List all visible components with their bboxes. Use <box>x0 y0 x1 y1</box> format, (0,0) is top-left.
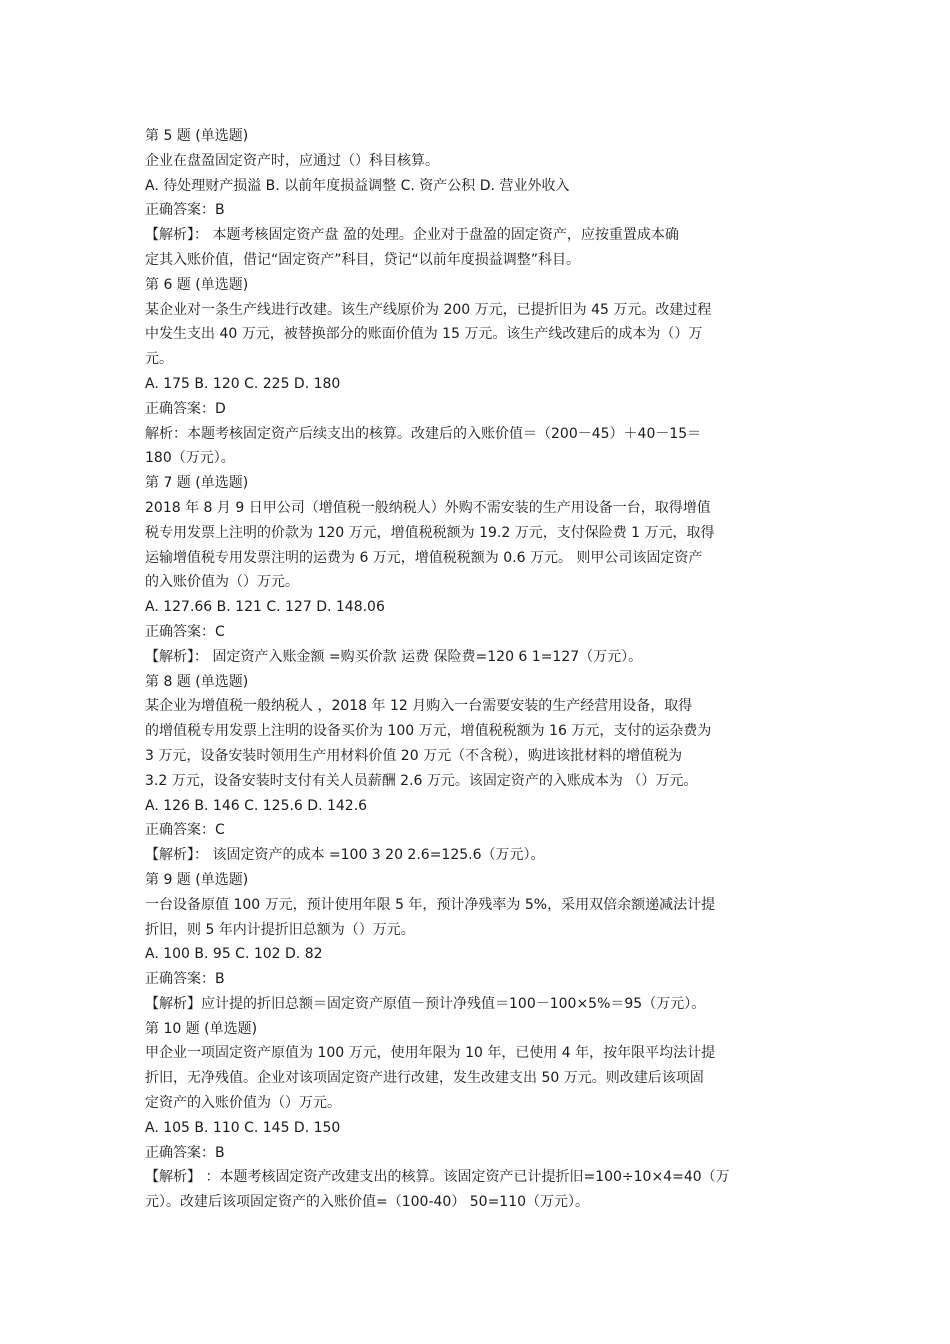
question-header: 第 5 题 (单选题) <box>145 128 249 144</box>
analysis-line: 【解析】 ：本题考核固定资产改建支出的核算。该固定资产已计提折旧=100÷10×4=40（万 <box>145 1169 730 1186</box>
question-stem-line: 定资产的入账价值为（）万元。 <box>145 1095 341 1112</box>
analysis-line: 【解析】： 该固定资产的成本 =100 3 20 2.6=125.6（万元）。 <box>145 847 545 864</box>
question-block <box>145 868 809 1017</box>
question-options: A. 126 B. 146 C. 125.6 D. 142.6 <box>145 797 368 814</box>
question-stem-line: 企业在盘盈固定资产时，应通过（）科目核算。 <box>145 152 439 169</box>
document-page <box>145 124 809 1215</box>
correct-answer: 正确答案：C <box>145 822 225 839</box>
question-stem-line: 某企业对一条生产线进行改建。该生产线原价为 200 万元，已提折旧为 45 万元。改建过程 <box>145 301 712 318</box>
question-block <box>145 124 809 273</box>
question-header: 第 6 题 (单选题) <box>145 276 249 293</box>
question-stem-line: 运输增值税专用发票注明的运费为 6 万元，增值税税额为 0.6 万元。 则甲公司该固定资产 <box>145 549 703 566</box>
correct-answer: 正确答案：B <box>145 202 225 219</box>
question-stem-line: 税专用发票上注明的价款为 120 万元，增值税税额为 19.2 万元，支付保险费 1 万元，取得 <box>145 524 715 541</box>
analysis-line: 元）。改建后该项固定资产的入账价值=（100-40） 50=110（万元）。 <box>145 1194 590 1211</box>
analysis-line: 180（万元）。 <box>145 450 235 467</box>
question-block <box>145 670 809 868</box>
question-options: A. 待处理财产损溢 B. 以前年度损益调整 C. 资产公积 D. 营业外收入 <box>145 177 570 194</box>
question-options: A. 100 B. 95 C. 102 D. 82 <box>145 946 323 963</box>
analysis-line: 定其入账价值，借记“固定资产”科目，贷记“以前年度损益调整”科目。 <box>145 251 581 268</box>
analysis-line: 解析：本题考核固定资产后续支出的核算。改建后的入账价值＝（200－45）＋40－15＝ <box>145 425 702 442</box>
question-header: 第 8 题 (单选题) <box>145 673 249 690</box>
question-stem-line: 折旧，则 5 年内计提折旧总额为（）万元。 <box>145 921 415 938</box>
question-block <box>145 1017 809 1215</box>
question-stem-line: 一台设备原值 100 万元，预计使用年限 5 年，预计净残率为 5%，采用双倍余额递减法计提 <box>145 896 716 913</box>
analysis-line: 【解析】应计提的折旧总额＝固定资产原值－预计净残值＝100－100×5%＝95（万元）。 <box>145 995 706 1012</box>
analysis-line: 【解析】： 本题考核固定资产盘 盈的处理。企业对于盘盈的固定资产，应按重置成本确 <box>145 227 679 244</box>
question-header: 第 7 题 (单选题) <box>145 475 249 492</box>
question-header: 第 9 题 (单选题) <box>145 871 249 888</box>
question-stem-line: 3.2 万元，设备安装时支付有关人员薪酬 2.6 万元。该固定资产的入账成本为 （）万元。 <box>145 772 698 789</box>
correct-answer: 正确答案：B <box>145 971 225 988</box>
question-options: A. 127.66 B. 121 C. 127 D. 148.06 <box>145 599 385 616</box>
question-block <box>145 471 809 669</box>
question-options: A. 105 B. 110 C. 145 D. 150 <box>145 1119 341 1136</box>
question-block <box>145 273 809 471</box>
question-stem-line: 元。 <box>145 351 173 368</box>
correct-answer: 正确答案：B <box>145 1144 225 1161</box>
question-stem-line: 的入账价值为（）万元。 <box>145 574 299 591</box>
question-options: A. 175 B. 120 C. 225 D. 180 <box>145 375 341 392</box>
question-header: 第 10 题 (单选题) <box>145 1020 258 1037</box>
analysis-line: 【解析】： 固定资产入账金额 =购买价款 运费 保险费=120 6 1=127（万元）。 <box>145 648 643 665</box>
question-stem-line: 甲企业一项固定资产原值为 100 万元，使用年限为 10 年，已使用 4 年，按年限平均法计提 <box>145 1045 716 1062</box>
question-stem-line: 的增值税专用发票上注明的设备买价为 100 万元，增值税税额为 16 万元，支付的运杂费为 <box>145 723 712 740</box>
correct-answer: 正确答案：C <box>145 623 225 640</box>
question-stem-line: 3 万元，设备安装时领用生产用材料价值 20 万元（不含税），购进该批材料的增值税为 <box>145 747 683 764</box>
question-stem-line: 某企业为增值税一般纳税人 ，2018 年 12 月购入一台需要安装的生产经营用设备，取得 <box>145 698 693 715</box>
question-stem-line: 2018 年 8 月 9 日甲公司（增值税一般纳税人）外购不需安装的生产用设备一台，取得增值 <box>145 499 711 516</box>
question-stem-line: 中发生支出 40 万元，被替换部分的账面价值为 15 万元。该生产线改建后的成本为（）万 <box>145 326 703 343</box>
question-stem-line: 折旧，无净残值。企业对该项固定资产进行改建，发生改建支出 50 万元。则改建后该项固 <box>145 1070 704 1087</box>
correct-answer: 正确答案：D <box>145 400 226 417</box>
